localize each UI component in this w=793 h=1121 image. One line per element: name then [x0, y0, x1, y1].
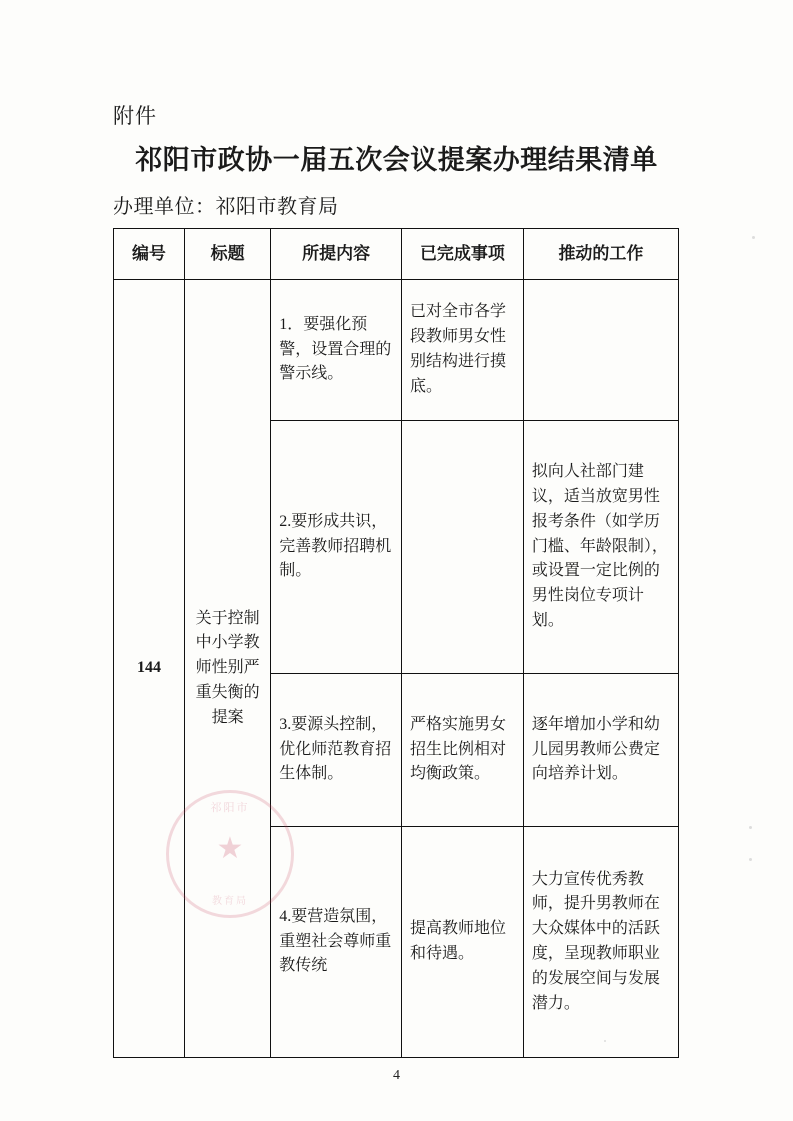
cell-done: 已对全市各学段教师男女性别结构进行摸底。	[402, 280, 524, 421]
seal-top-text: 祁阳市	[210, 802, 250, 814]
table-row	[114, 280, 679, 421]
handling-unit-line: 办理单位：祁阳市教育局	[113, 196, 339, 218]
column-header-content: 所提内容	[271, 229, 402, 280]
cell-content: 3.要源头控制，优化师范教育招生体制。	[271, 674, 402, 827]
page-title: 祁阳市政协一届五次会议提案办理结果清单	[135, 145, 658, 175]
cell-content: 2.要形成共识，完善教师招聘机制。	[271, 421, 402, 674]
table-header-row	[114, 229, 679, 280]
cell-work: 拟向人社部门建议，适当放宽男性报考条件（如学历门槛、年龄限制），或设置一定比例的男性岗位专项计划。	[523, 421, 678, 674]
cell-done: 严格实施男女招生比例相对均衡政策。	[402, 674, 524, 827]
column-header-done: 已完成事项	[402, 229, 524, 280]
cell-content: 4.要营造氛围，重塑社会尊师重教传统	[271, 827, 402, 1058]
cell-proposal-id: 144	[114, 280, 185, 1058]
proposal-result-table	[113, 228, 679, 1058]
cell-proposal-title: 关于控制中小学教师性别严重失衡的提案	[184, 280, 270, 1058]
page-number: 4	[393, 1068, 400, 1083]
scan-speck	[752, 236, 755, 239]
scan-speck	[749, 858, 752, 861]
cell-content: 1．要强化预警，设置合理的警示线。	[271, 280, 402, 421]
attachment-label: 附件	[113, 104, 157, 128]
cell-work	[523, 280, 678, 421]
cell-work: 逐年增加小学和幼儿园男教师公费定向培养计划。	[523, 674, 678, 827]
column-header-work: 推动的工作	[523, 229, 678, 280]
column-header-title: 标题	[184, 229, 270, 280]
scan-speck	[604, 1040, 606, 1042]
scan-speck	[749, 826, 752, 829]
column-header-id: 编号	[114, 229, 185, 280]
star-icon: ★	[216, 832, 244, 866]
cell-done: 提高教师地位和待遇。	[402, 827, 524, 1058]
cell-work: 大力宣传优秀教师，提升男教师在大众媒体中的活跃度，呈现教师职业的发展空间与发展潜力。	[523, 827, 678, 1058]
seal-bottom-text: 教育局	[212, 896, 248, 907]
cell-done	[402, 421, 524, 674]
